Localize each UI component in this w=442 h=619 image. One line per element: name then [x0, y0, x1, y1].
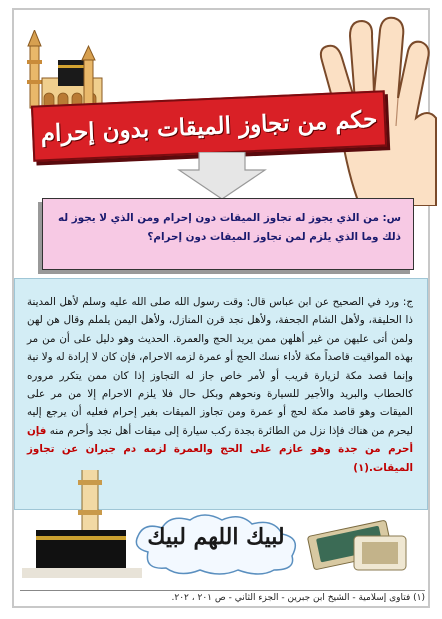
- answer-highlight: فإن أحرم من جدة وهو عازم على الحج والعمرة لزمه دم جبران عن تجاوز الميقات.: [27, 424, 413, 474]
- footnote-marker: (١): [353, 461, 369, 474]
- question-box: [42, 198, 414, 270]
- talbiyah-calligraphy: لبيك اللهم لبيك: [147, 524, 285, 550]
- question-text: س: من الذي يجوز له تجاوز الميقات دون إحرام ومن الذي لا يجوز له ذلك وما الذي يلزم لمن تجاوز الميقات دون إحرام؟: [57, 212, 401, 243]
- answer-text: ج: ورد في الصحيح عن ابن عباس قال: وقت رسول الله صلى الله عليه وسلم لأهل المدينة ذا الحليفة، ولأهل الشام الجحفة، ولأهل نجد قرن المنازل، ولأهل اليمن يلملم وقال هن لهن ولمن أتى عليهن من غير أهلهن ممن يريد الحج والعمرة. الحديث وهو دليل على أن من مر بهذه المواقيت قاصداً مكة لأداء نسك الحج أو عمرة لزمه الاحرام، فإن كان لا إرادة له ولا نية وإنما قصد مكة لزيارة قريب أو لأمر خاص جاز له التجاوز إذا كان ممن يتكرر مروره كالحطاب والبريد والأجير للسيارة ونحوهم وبكل حال فلا يلزم الاحرام إلا من مر على الميقات وهو قاصد مكة لحج أو عمرة ومن تجاوز الميقات بغير إحرام فعليه أن يرجع إليه ليحرم من هناك فإذا نزل من الطائرة بجدة ركب سيارة إلى ميقات أهل نجد وأحرم منه: [27, 296, 413, 437]
- page-title: حكم من تجاوز الميقات بدون إحرام: [40, 105, 378, 147]
- down-arrow-icon: [177, 152, 267, 200]
- footnote: (١) فتاوى إسلامية - الشيخ ابن جبرين - الجزء الثاني - ص ٢٠١ ، ٢٠٢.: [20, 590, 425, 606]
